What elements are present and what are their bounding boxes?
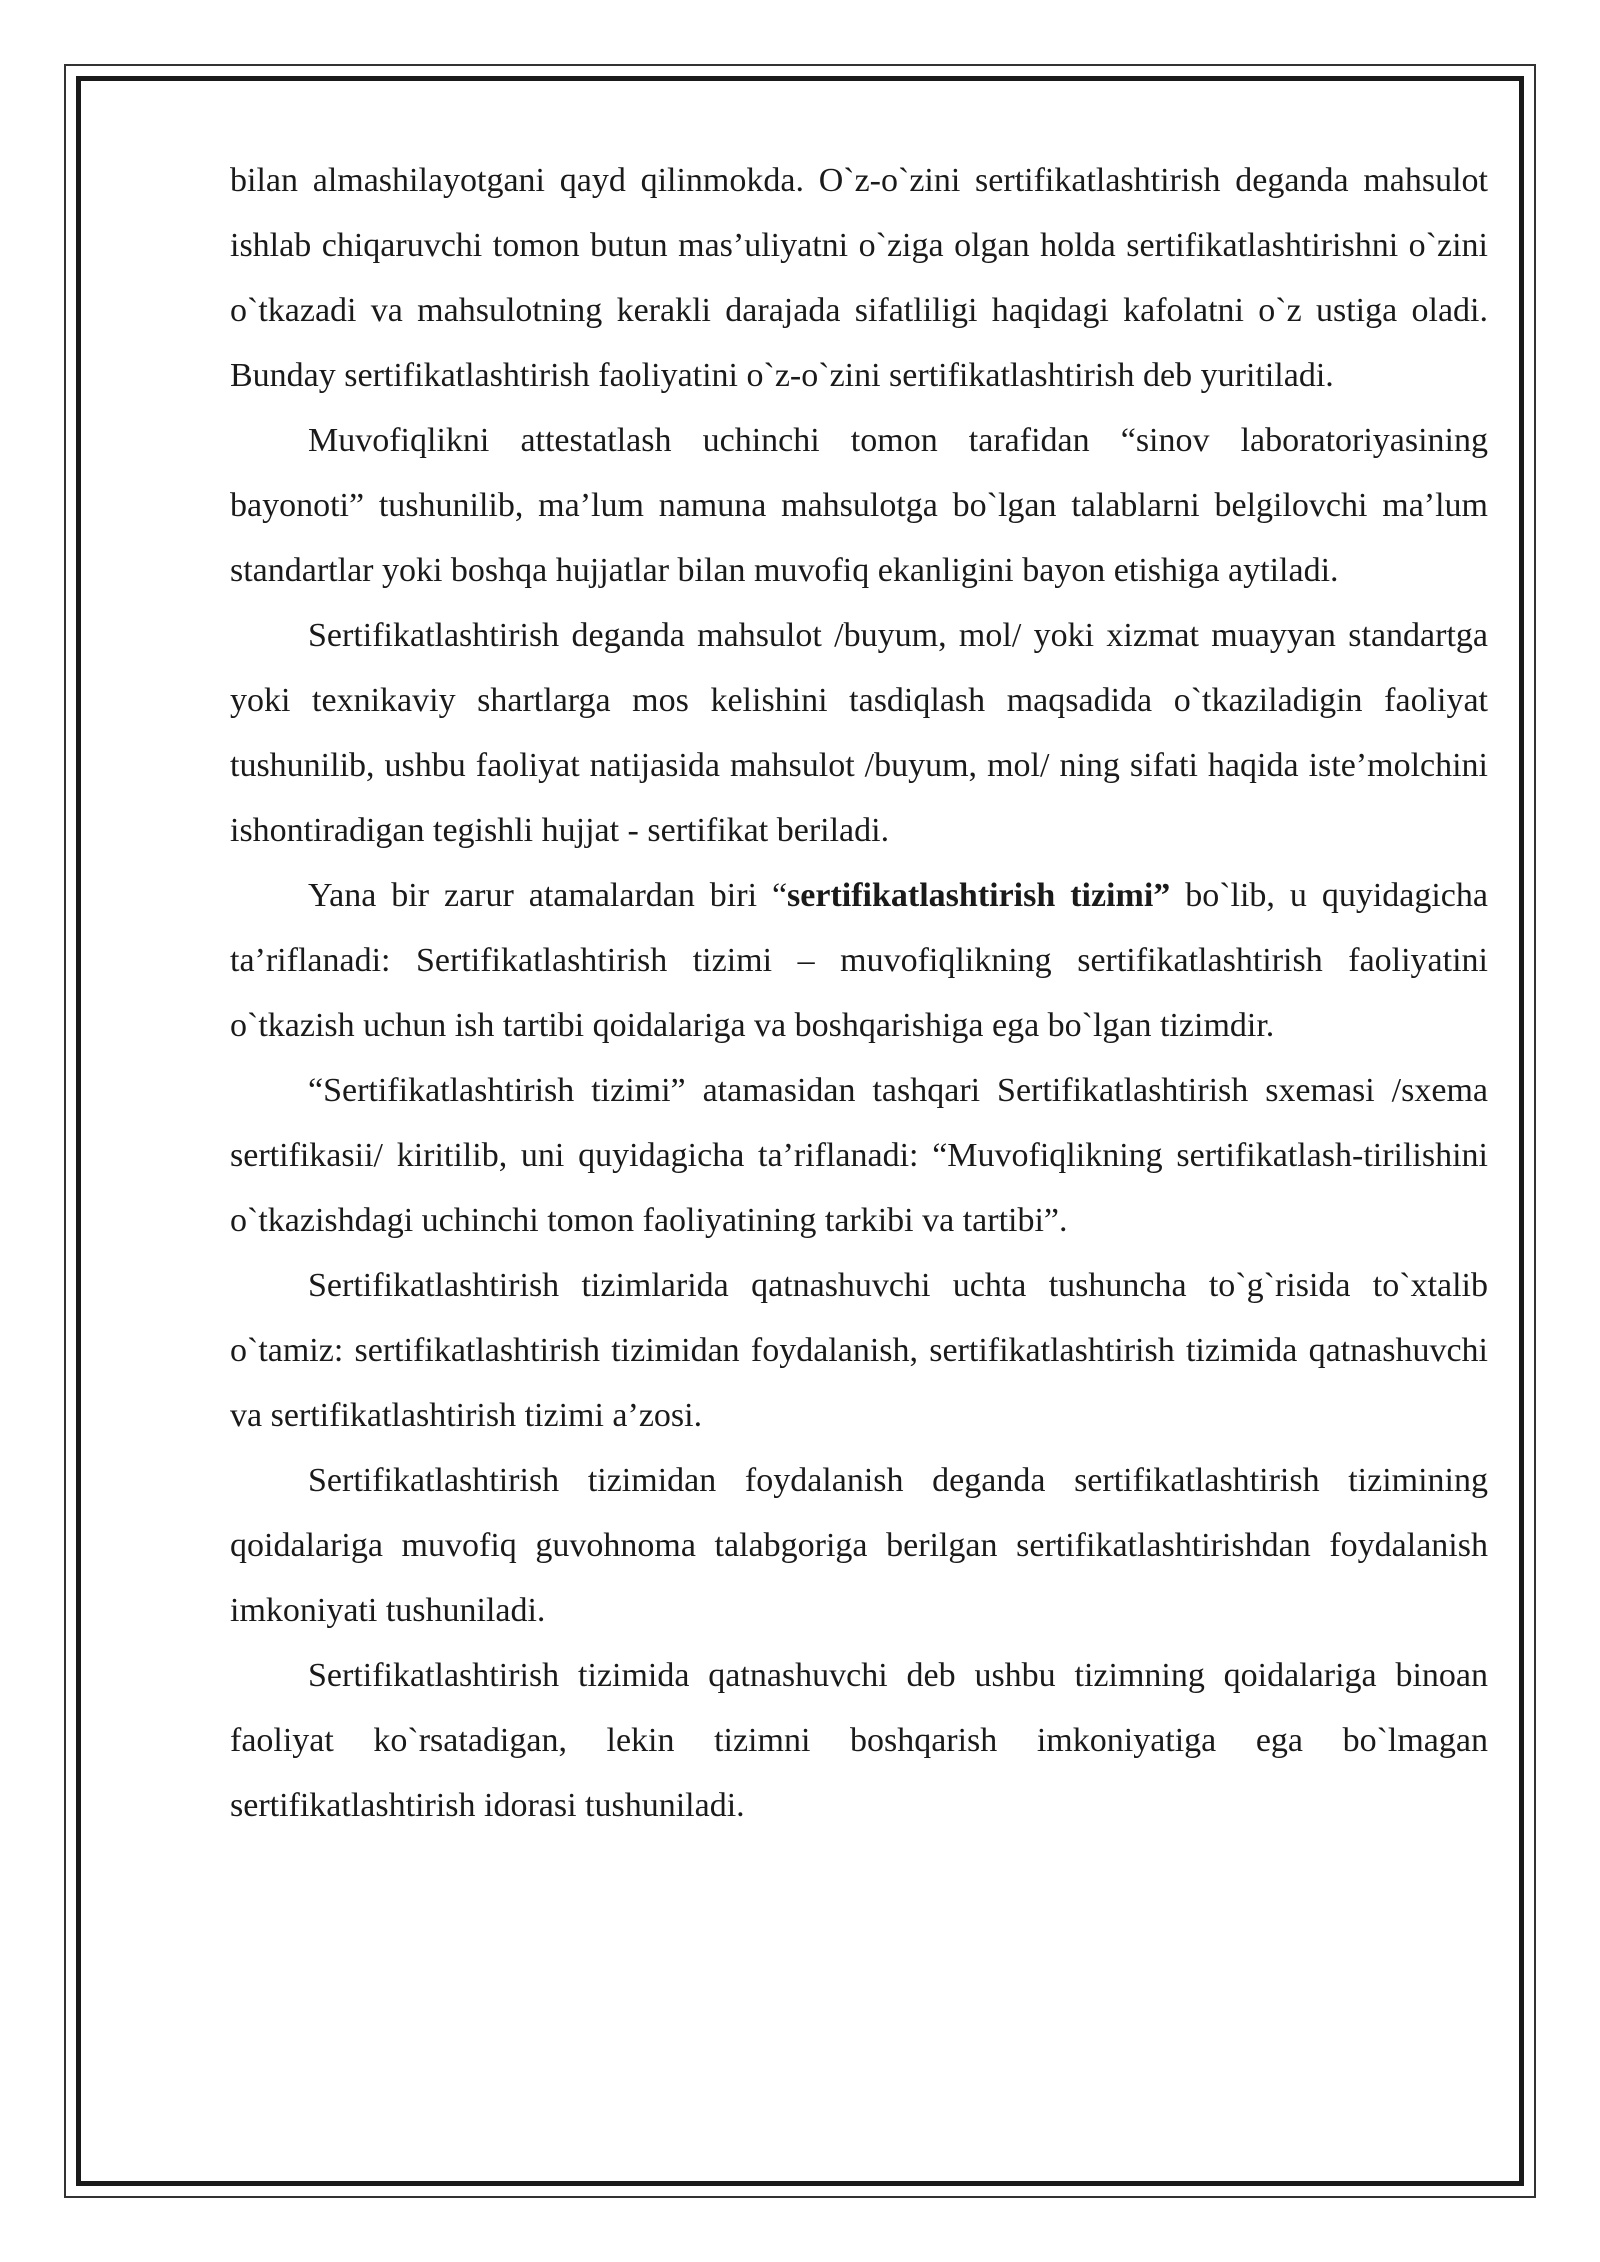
paragraph [230,1058,1488,1253]
paragraph-text: Sertifikatlashtirish tizimida qatnashuvchi deb ushbu tizimning qoidalariga binoan faoliyat ko`rsatadigan, lekin tizimni boshqarish imkoniyatiga ega bo`lmagan sertifikatlashtirish idorasi tushuniladi. [230,1657,1488,1824]
paragraph-text: Sertifikatlashtirish tizimidan foydalanish deganda sertifikatlashtirish tizimining qoidalariga muvofiq guvohnoma talabgoriga berilgan sertifikatlashtirishdan foydalanish imkoniyati tushuniladi. [230,1462,1488,1629]
paragraph [230,408,1488,603]
paragraph-text: bilan almashilayotgani qayd qilinmokda. O`z-o`zini sertifikatlashtirish deganda mahsulot ishlab chiqaruvchi tomon butun mas’uliyatni o`ziga olgan holda sertifikatlashtirishni o`zini o`tkazadi va mahsulotning kerakli darajada sifatliligi haqidagi kafolatni o`z ustiga oladi. Bunday sertifikatlashtirish faoliyatini o`z-o`zini sertifikatlashtirish deb yuritiladi. [230,162,1488,394]
paragraph [230,1253,1488,1448]
paragraph [230,1448,1488,1643]
paragraph-text: Sertifikatlashtirish deganda mahsulot /buyum, mol/ yoki xizmat muayyan standartga yoki texnikaviy shartlarga mos kelishini tasdiqlash maqsadida o`tkaziladigin faoliyat tushunilib, ushbu faoliyat natijasida mahsulot /buyum, mol/ ning sifati haqida iste’molchini ishontiradigan tegishli hujjat - sertifikat beriladi. [230,617,1488,849]
paragraph-text: “Sertifikatlashtirish tizimi” atamasidan tashqari Sertifikatlashtirish sxemasi /sxema sertifikasii/ kiritilib, uni quyidagicha ta’riflanadi: “Muvofiqlikning sertifikatlash-tirilishini o`tkazishdagi uchinchi tomon faoliyatining tarkibi va tartibi”. [230,1072,1488,1239]
paragraph-text: bo`lib, u quyidagicha ta’riflanadi: Sertifikatlashtirish tizimi – muvofiqlikning sertifikatlashtirish faoliyatini o`tkazish uchun ish tartibi qoidalariga va boshqarishiga ega bo`lgan tizimdir. [230,877,1488,1044]
paragraph [230,603,1488,863]
paragraph-text: Muvofiqlikni attestatlash uchinchi tomon tarafidan “sinov laboratoriyasining bayonoti” tushunilib, ma’lum namuna mahsulotga bo`lgan talablarni belgilovchi ma’lum standartlar yoki boshqa hujjatlar bilan muvofiq ekanligini bayon etishiga aytiladi. [230,422,1488,589]
paragraph [230,1643,1488,1838]
paragraph-text: Yana bir zarur atamalardan biri “ [308,877,788,914]
paragraph-text: Sertifikatlashtirish tizimlarida qatnashuvchi uchta tushuncha to`g`risida to`xtalib o`tamiz: sertifikatlashtirish tizimidan foydalanish, sertifikatlashtirish tizimida qatnashuvchi va sertifikatlashtirish tizimi a’zosi. [230,1267,1488,1434]
paragraph [230,148,1488,408]
bold-term: sertifikatlashtirish tizimi” [787,877,1171,914]
document-body [230,148,1488,1838]
paragraph [230,863,1488,1058]
